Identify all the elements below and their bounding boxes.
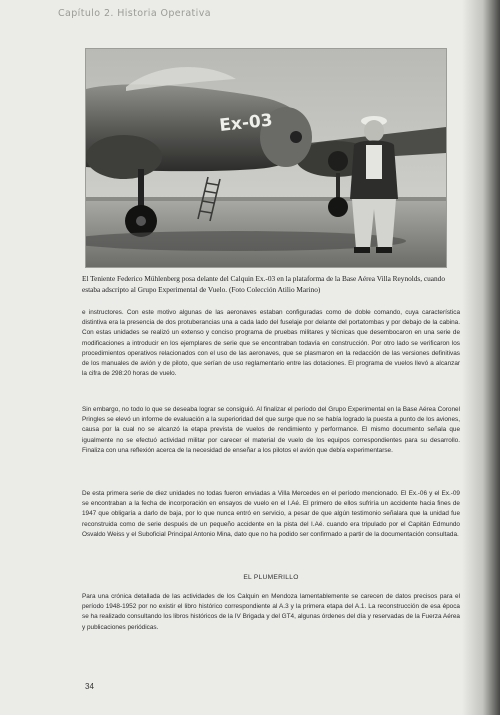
body-paragraph-2: Sin embargo, no todo lo que se deseaba lograr se consiguió. Al finalizar el período del Grupo Experimental en la Base Aérea Coronel Pringles se elevó un informe de evaluación a la superioridad del que surge que no se había logrado la puesta a punto de los aviones, causa por la cual no se alcanzó la etapa prevista de vuelos de rendimiento y performance. El mismo documento señala que igualmente no se efectuó actividad militar por carecer el material de vuelo de los equipos correspondientes para su desarrollo. Finaliza con una reflexión acerca de la necesidad de enseñar a los pilotos el avión que debía experimentarse. [82, 406, 460, 454]
aircraft-photo [85, 48, 447, 268]
body-paragraph-1: e instructores. Con este motivo algunas de las aeronaves estaban configuradas como de doble comando, cuya característica distintiva era la presencia de dos protuberancias una a cada lado del fuselaje por delante del portatombas y por debajo de la cabina. Con estas unidades se realizó un extenso y conciso programa de pruebas militares y técnicas que desembocaron en una serie de modificaciones a introducir en los ejemplares de serie que se encontraban todavía en construcción. Por otro lado se verificaron los procedimientos operativos relacionados con el uso de las aeronaves, que se plasmaron en la redacción de las versiones definitivas de los manuales de avión y de piloto, que serían de uso reglamentario entre las dotaciones. El programa de vuelos llevó a alcanzar la cifra de 298:20 horas de vuelo. [82, 309, 460, 378]
section-paragraph: Para una crónica detallada de las actividades de los Calquin en Mendoza lamentablemente se carecen de datos precisos para el período 1948-1952 por no existir el libro histórico correspondiente al A.3 y la primera etapa del A.1. La reconstrucción de esa época se ha realizado consultando los libros históricos de la IV Brigada y del GT4, algunas órdenes del día y reservadas de la Fuerza Aérea y publicaciones periódicas. [82, 593, 460, 631]
page-number: 34 [85, 682, 94, 691]
photo-illustration [86, 49, 446, 267]
photo-caption: El Teniente Federico Mühlenberg posa delante del Calquin Ex.-03 en la plataforma de la Base Aérea Villa Reynolds, cuando estaba adscripto al Grupo Experimental de Vuelo. (Foto Colección Atilio Marino) [82, 274, 445, 294]
body-paragraph-3: De esta primera serie de diez unidades no todas fueron enviadas a Villa Mercedes en el período mencionado. El Ex.-06 y el Ex.-09 se encontraban a la fecha de incorporación en ensayos de vuelo en el I.Aé. El primero de ellos sufriría un accidente hacia fines de 1947 que obligaría a darlo de baja, por lo que nunca entró en servicio, a pesar de que algún testimonio señalara que la unidad fue reconstruida como de serie después de un pequeño accidente en la pista del I.Aé. cuando era tripulado por el Capitán Edmundo Osvaldo Weiss y el Suboficial Principal Antonio Mina, dato que no ha podido ser confirmado a partir de la documentación consultada. [82, 490, 460, 538]
aircraft-marking: Ex-03 [218, 110, 274, 136]
chapter-header: Capítulo 2. Historia Operativa [58, 8, 211, 19]
binding-shadow [462, 0, 500, 715]
section-heading: EL PLUMERILLO [243, 574, 299, 581]
